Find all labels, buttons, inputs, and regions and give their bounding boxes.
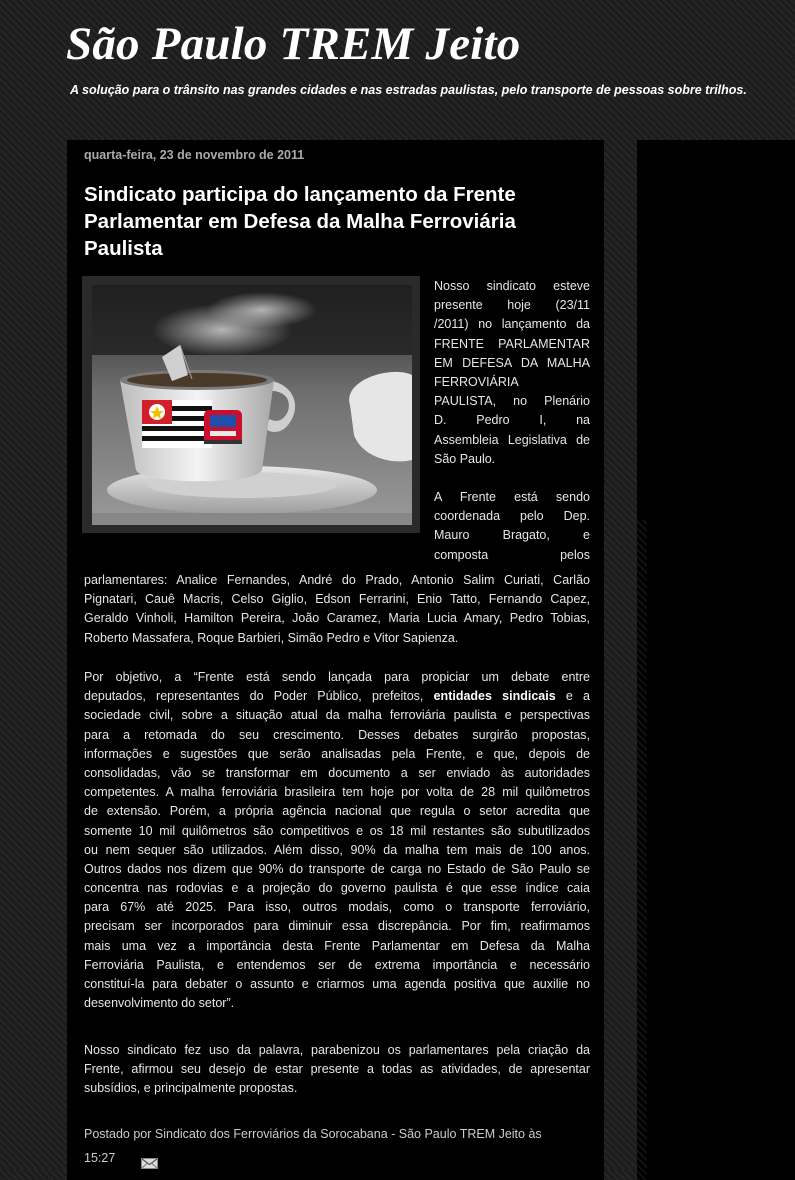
text-line: D. Pedro I, na: [434, 413, 590, 428]
text-segment: e a: [565, 689, 590, 704]
text-line: EM DEFESA DA MALHA: [434, 355, 590, 370]
text-line: A Frente está sendo: [434, 490, 590, 505]
text-line: coordenada pelo Dep.: [434, 509, 590, 524]
text-line: FERROVIÁRIA: [434, 374, 519, 389]
text-line: para 67% até 2025. Para isso, outros modais, como o transporte ferroviário,: [84, 900, 590, 915]
text-line: precisam ser incorporados para diminuir essa discrepância. Por fim, reafirmamos: [84, 919, 590, 934]
post-date-header: quarta-feira, 23 de novembro de 2011: [84, 148, 305, 162]
text-line: mais uma vez a importância desta Frente Parlamentar em Defesa da Malha: [84, 938, 590, 953]
text-line: informações e sugestões que serão analisadas pela Frente, e que, depois de: [84, 746, 590, 761]
sidebar: [637, 140, 795, 1180]
text-line: Mauro Bragato, e: [434, 528, 590, 543]
text-line: somente 10 mil quilômetros são competitivos e os 18 mil restantes são subutilizados: [84, 823, 590, 838]
post-timestamp-row: [84, 1146, 590, 1170]
post-author-line: Postado por Sindicato dos Ferroviários da Sorocabana - São Paulo TREM Jeito às: [84, 1127, 542, 1141]
text-line: competentes. A malha ferroviária brasileira tem hoje por volta de 28 mil quilômetros: [84, 785, 590, 800]
text-segment: deputados, representantes do Poder Público, prefeitos,: [84, 689, 424, 704]
post-title-line[interactable]: Sindicato participa do lançamento da Frente: [84, 183, 516, 206]
text-line: Frente, afirmou seu desejo de estar presente a todas as atividades, de apresentar: [84, 1062, 590, 1077]
text-line: Outros dados nos dizem que 90% do transporte de carga no Estado de São Paulo se: [84, 861, 590, 876]
text-line: constituí-la para debater o assunto e criarmos uma agenda positiva que auxilie no: [84, 977, 590, 991]
text-line: Geraldo Vinholi, Hamilton Pereira, João Caramez, Maria Lucia Amary, Pedro Tobias,: [84, 611, 590, 626]
text-line: subsídios, e principalmente propostas.: [84, 1081, 298, 1096]
sao-paulo-flag: [142, 400, 212, 448]
post-title-line[interactable]: Parlamentar em Defesa da Malha Ferroviária: [84, 210, 516, 233]
text-line: presente hoje (23/11: [434, 298, 590, 313]
email-post-icon[interactable]: [141, 1153, 158, 1164]
text-line: concentra nas rodovias e a projeção do governo paulista é que esse índice caia: [84, 881, 590, 896]
text-line: ou nem sequer são utilizados. Além disso, 90% da malha tem mais de 100 anos.: [84, 842, 590, 857]
text-line: Nosso sindicato fez uso da palavra, parabenizou os parlamentares pela criação da: [84, 1043, 590, 1057]
text-line: [84, 687, 590, 706]
text-line: consolidadas, vão se transformar em documento a ser enviado às autoridades: [84, 765, 590, 780]
sidebar-pattern-strip: [637, 520, 647, 1180]
post-footer: [84, 1122, 590, 1170]
text-line: Por objetivo, a “Frente está sendo lançada para propiciar um debate entre: [84, 670, 590, 684]
text-line: São Paulo.: [434, 451, 496, 466]
text-line: composta pelos: [434, 547, 590, 562]
bold-text-entidades-sindicais: entidades sindicais: [433, 689, 556, 704]
text-line: Ferroviária Paulista, e entendemos ser de extrema importância e necessário: [84, 957, 590, 972]
text-line: de extensão. Porém, a própria agência nacional que regula o setor acredita que: [84, 804, 590, 819]
text-line: PAULISTA, no Plenário: [434, 394, 590, 409]
post-body-objective: [84, 668, 590, 1013]
post-title-line[interactable]: Paulista: [84, 237, 163, 260]
text-line: /2011) no lançamento da: [434, 317, 590, 332]
post-body-closing: [84, 1041, 590, 1099]
text-line: Assembleia Legislativa de: [434, 432, 590, 447]
text-line: desenvolvimento do setor”.: [84, 996, 235, 1011]
post-body-parliamentarians: [84, 571, 590, 648]
text-line: sociedade civil, sobre a situação atual da malha ferroviária paulista e perspectivas: [84, 708, 590, 723]
blog-header: [0, 0, 795, 130]
post-title[interactable]: [84, 181, 594, 262]
text-line: Nosso sindicato esteve: [434, 279, 590, 293]
text-line: para a retomada do seu crescimento. Desses debates surgirão propostas,: [84, 727, 590, 742]
text-line: Pignatari, Cauê Macris, Celso Giglio, Edson Ferrarini, Enio Tatto, Fernando Capez,: [84, 592, 590, 607]
text-line: parlamentares: Analice Fernandes, André do Prado, Antonio Salim Curiati, Carlão: [84, 573, 590, 587]
train-emblem: [204, 410, 242, 444]
text-line: FRENTE PARLAMENTAR: [434, 336, 590, 351]
post-timestamp-link[interactable]: 15:27: [84, 1151, 116, 1165]
blog-title[interactable]: São Paulo TREM Jeito: [66, 18, 521, 70]
post-photo[interactable]: [92, 285, 412, 525]
blog-description: A solução para o trânsito nas grandes cidades e nas estradas paulistas, pelo transporte de pessoas sobre trilhos.: [70, 83, 747, 97]
post-body-intro: [434, 277, 590, 565]
text-line: Roberto Massafera, Roque Barbieri, Simão Pedro e Vitor Sapienza.: [84, 630, 459, 645]
